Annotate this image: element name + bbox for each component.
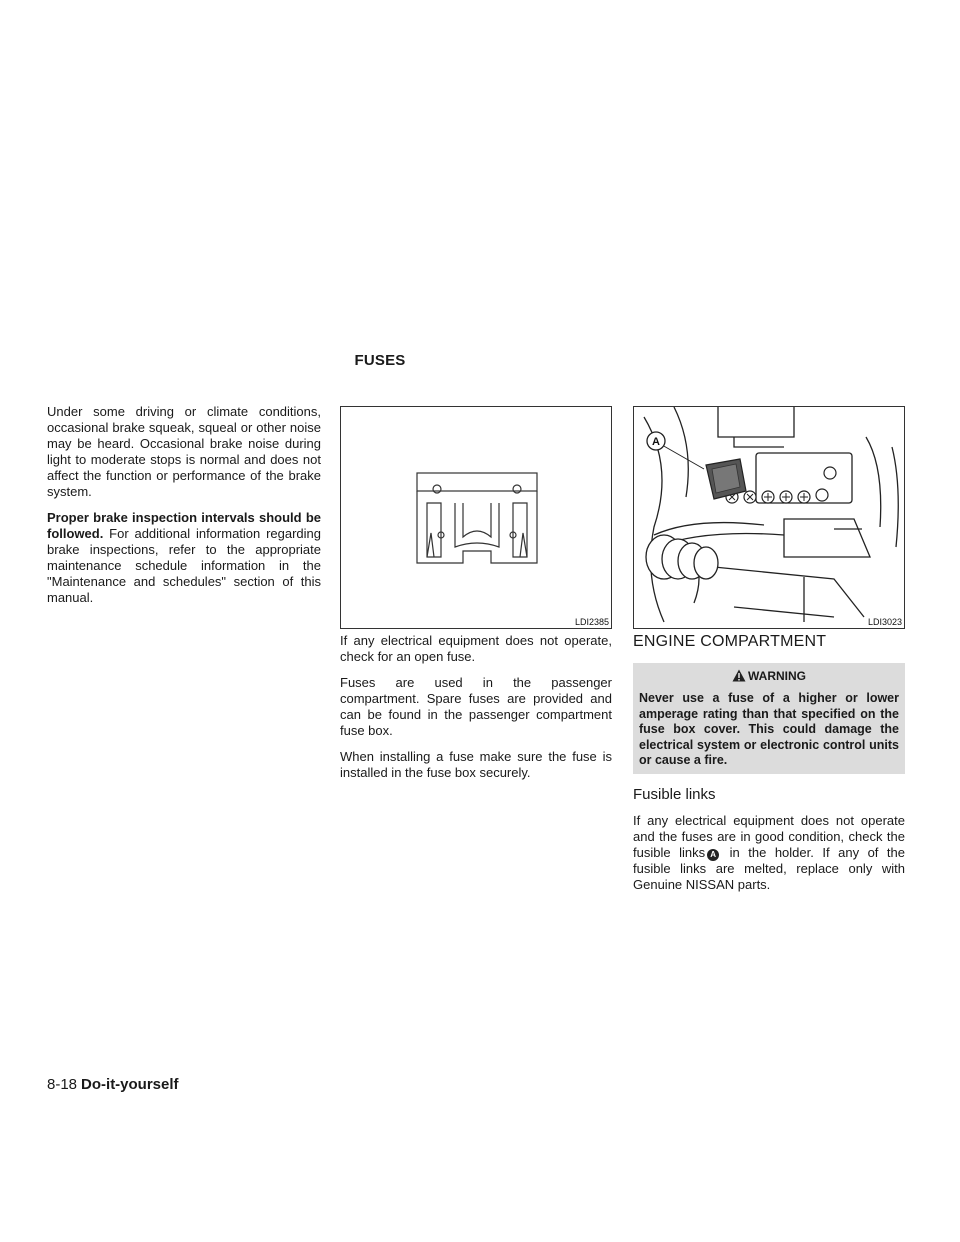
fuse-drawing (341, 407, 611, 628)
warning-title (639, 669, 899, 683)
engine-drawing (634, 407, 904, 628)
fusible-links-paragraph (633, 813, 905, 893)
brake-inspection-paragraph (47, 510, 321, 606)
brake-inspection-rest: For additional information regarding brake inspections, refer to the appropriate maintenance schedule information in the "Maintenance and schedules" section of this manual. (47, 526, 321, 605)
fuse-illustration (340, 406, 612, 629)
installing-fuse-paragraph: When installing a fuse make sure the fuse is installed in the fuse box securely. (340, 749, 612, 780)
brake-noise-paragraph: Under some driving or climate conditions, occasional brake squeak, squeal or other noise may be heard. Occasional brake noise during light to moderate stops is normal and does not affect the function or performance of the brake system. (47, 404, 321, 499)
column-fuse-text (340, 633, 612, 791)
spare-fuses-paragraph: Fuses are used in the passenger compartment. Spare fuses are provided and can be found in the passenger compartment fuse box. (340, 675, 612, 738)
warning-body: Never use a fuse of a higher or lower amperage rating than that specified on the fuse box cover. This could damage the electrical system or electronic control units or cause a fire. (639, 691, 899, 767)
section-heading: FUSES (354, 352, 406, 369)
warning-triangle-icon (732, 669, 746, 682)
engine-figure-label: LDI3023 (867, 617, 902, 627)
open-fuse-paragraph: If any electrical equipment does not operate, check for an open fuse. (340, 633, 612, 664)
warning-box (633, 663, 905, 774)
section-name: Do-it-yourself (81, 1076, 179, 1093)
column-engine-text (633, 633, 905, 903)
engine-compartment-illustration (633, 406, 905, 629)
fusible-links-heading: Fusible links (633, 785, 716, 803)
fusible-links-text-2: in the holder. If any of the fusible links are melted, replace only with Genuine NISSAN parts. (633, 844, 905, 892)
warning-title-text: WARNING (748, 669, 806, 683)
column-brake-text (47, 404, 321, 616)
engine-compartment-heading: ENGINE COMPARTMENT (633, 633, 827, 650)
engine-callout-a: A (652, 436, 660, 448)
page-number: 8-18 (47, 1076, 78, 1093)
brake-inspection-bold: Proper brake inspection intervals should be followed. (47, 510, 321, 541)
fusible-links-text-1: If any electrical equipment does not operate and the fuses are in good condition, check the fusible links (633, 812, 905, 860)
fuse-figure-label: LDI2385 (574, 617, 609, 627)
page-footer (47, 1076, 179, 1093)
callout-a-icon: A (707, 849, 719, 861)
